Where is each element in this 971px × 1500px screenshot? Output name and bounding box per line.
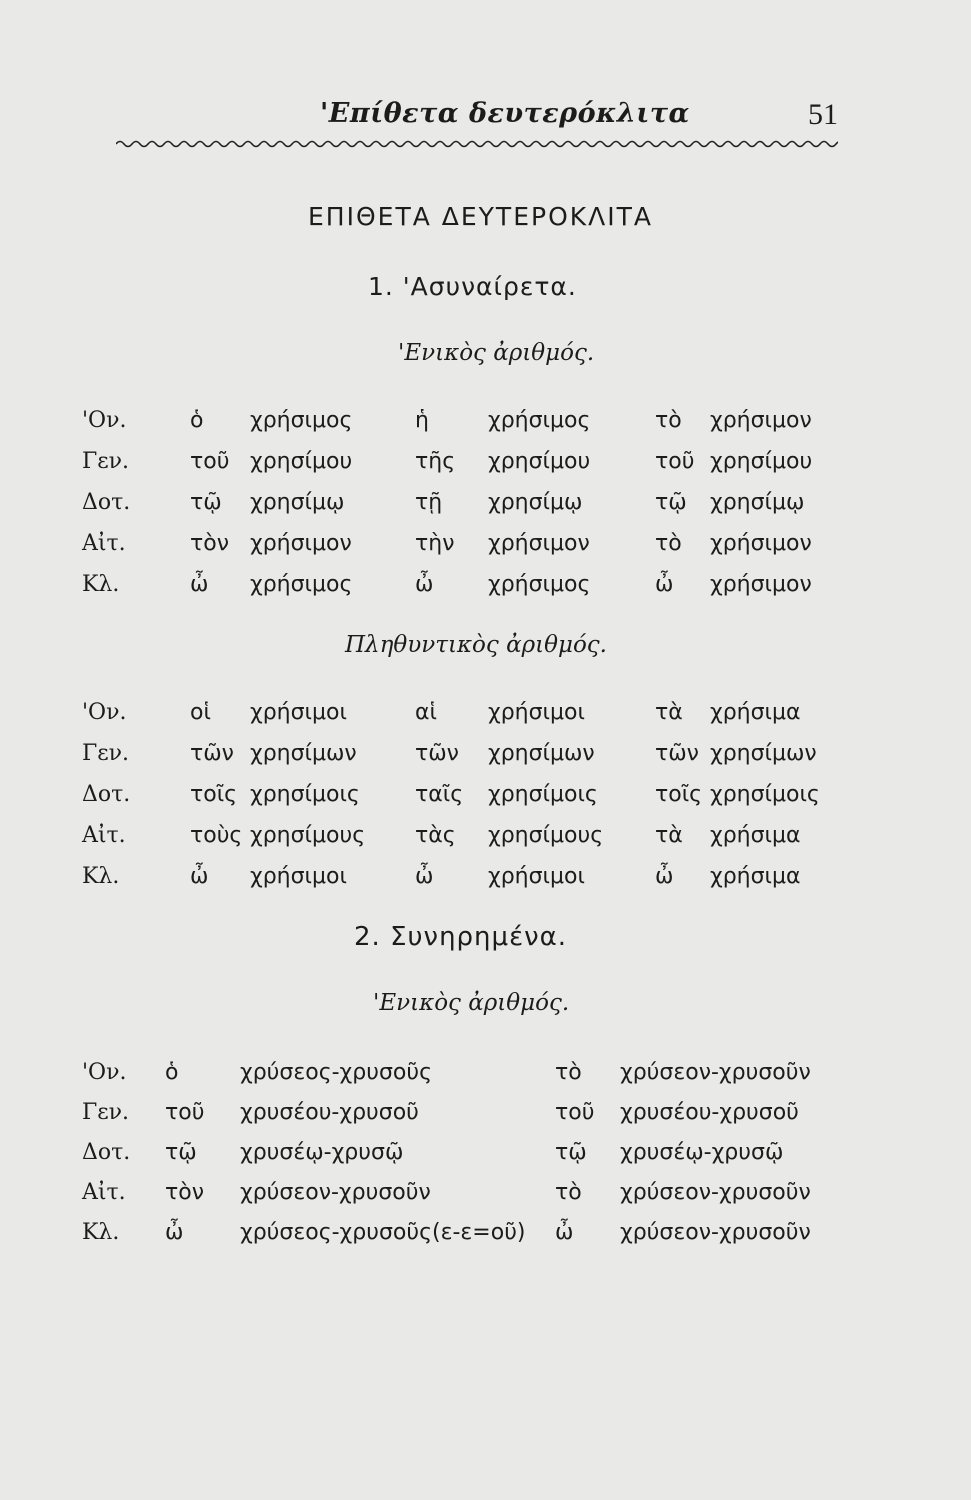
word-form: χρησίμου <box>250 449 353 474</box>
article: τοῦ <box>655 449 695 474</box>
word-form: χρυσέου-χρυσοῦ <box>620 1100 799 1125</box>
article: τὸ <box>555 1060 582 1085</box>
word-form: χρησίμοις <box>488 782 598 807</box>
word-form: χρύσεον-χρυσοῦν <box>620 1220 811 1245</box>
word-form: χρήσιμοι <box>488 864 585 889</box>
section1-plural-heading: Πληθυντικὸς ἀριθμός. <box>345 632 607 658</box>
article: ὁ <box>190 408 204 433</box>
word-form: χρήσιμοι <box>250 864 347 889</box>
word-form: χρησίμων <box>710 741 817 766</box>
word-form: χρήσιμον <box>250 531 352 556</box>
case-label: Κλ. <box>82 864 120 889</box>
case-label: 'Ον. <box>82 408 127 433</box>
article: τοῦ <box>165 1100 205 1125</box>
word-form: χρησίμους <box>488 823 604 848</box>
word-form: χρησίμῳ <box>250 490 345 515</box>
section1-singular-heading: 'Ενικὸς ἀριθμός. <box>398 340 595 366</box>
wavy-rule <box>116 138 838 150</box>
word-form: χρύσεον-χρυσοῦν <box>620 1060 811 1085</box>
case-label: Αἰτ. <box>82 1180 126 1205</box>
article: τῶν <box>190 741 234 766</box>
article: τὸ <box>655 408 682 433</box>
article: τὰς <box>415 823 456 848</box>
article: τοῦ <box>190 449 230 474</box>
case-label: Δοτ. <box>82 490 131 515</box>
word-form: χρήσιμον <box>710 572 812 597</box>
article: ὦ <box>190 572 209 597</box>
word-form: χρυσέου-χρυσοῦ <box>240 1100 419 1125</box>
case-label: Κλ. <box>82 1220 120 1245</box>
section2-singular-heading: 'Ενικὸς ἀριθμός. <box>373 990 570 1016</box>
word-form: χρησίμῳ <box>710 490 805 515</box>
word-form: χρήσιμα <box>710 700 801 725</box>
word-form: χρήσιμος <box>488 572 591 597</box>
case-label: Κλ. <box>82 572 120 597</box>
article: τὰ <box>655 823 683 848</box>
article: τοῖς <box>190 782 238 807</box>
word-form: χρήσιμος <box>250 572 353 597</box>
word-form: χρήσιμος <box>488 408 591 433</box>
word-form: χρησίμου <box>488 449 591 474</box>
word-form: χρύσεον-χρυσοῦν <box>240 1180 431 1205</box>
section1-heading: 1. 'Ασυναίρετα. <box>368 272 577 301</box>
article: τῷ <box>190 490 222 515</box>
case-label: Αἰτ. <box>82 823 126 848</box>
word-form: χρήσιμον <box>488 531 590 556</box>
article: τῆς <box>415 449 456 474</box>
article: τοῦ <box>555 1100 595 1125</box>
article: τῇ <box>415 490 443 515</box>
article: ὁ <box>165 1060 179 1085</box>
word-form: χρύσεος-χρυσοῦς(ε-ε=οῦ) <box>240 1220 526 1245</box>
word-form: χρησίμῳ <box>488 490 583 515</box>
case-label: Γεν. <box>82 1100 130 1125</box>
word-form: χρήσιμοι <box>250 700 347 725</box>
article: τῶν <box>655 741 699 766</box>
case-label: Δοτ. <box>82 782 131 807</box>
word-form: χρησίμων <box>250 741 357 766</box>
article: ἡ <box>415 408 429 433</box>
article: ταῖς <box>415 782 464 807</box>
word-form: χρήσιμον <box>710 531 812 556</box>
article: ὦ <box>415 864 434 889</box>
article: αἱ <box>415 700 437 725</box>
word-form: χρησίμους <box>250 823 366 848</box>
article: τῷ <box>555 1140 587 1165</box>
word-form: χρήσιμοι <box>488 700 585 725</box>
word-form: χρύσεος-χρυσοῦς <box>240 1060 432 1085</box>
word-form: χρυσέῳ-χρυσῷ <box>620 1140 784 1165</box>
article: τὸν <box>190 531 229 556</box>
page-number: 51 <box>808 98 838 131</box>
case-label: Γεν. <box>82 741 130 766</box>
word-form: χρησίμων <box>488 741 595 766</box>
case-label: 'Ον. <box>82 1060 127 1085</box>
article: τὸν <box>165 1180 204 1205</box>
article: ὦ <box>655 572 674 597</box>
article: ὦ <box>415 572 434 597</box>
case-label: Γεν. <box>82 449 130 474</box>
article: ὦ <box>655 864 674 889</box>
word-form: χρυσέῳ-χρυσῷ <box>240 1140 404 1165</box>
word-form: χρύσεον-χρυσοῦν <box>620 1180 811 1205</box>
case-label: 'Ον. <box>82 700 127 725</box>
article: τὴν <box>415 531 455 556</box>
article: τὸ <box>655 531 682 556</box>
article: ὦ <box>165 1220 184 1245</box>
article: οἱ <box>190 700 211 725</box>
word-form: χρήσιμα <box>710 823 801 848</box>
article: ὦ <box>190 864 209 889</box>
article: τῷ <box>655 490 687 515</box>
word-form: χρήσιμα <box>710 864 801 889</box>
word-form: χρησίμοις <box>710 782 820 807</box>
word-form: χρησίμοις <box>250 782 360 807</box>
word-form: χρήσιμος <box>250 408 353 433</box>
article: τοὺς <box>190 823 243 848</box>
article: τῶν <box>415 741 459 766</box>
article: τῷ <box>165 1140 197 1165</box>
case-label: Δοτ. <box>82 1140 131 1165</box>
word-form: χρήσιμον <box>710 408 812 433</box>
article: τὰ <box>655 700 683 725</box>
running-title: 'Επίθετα δευτερόκλιτα <box>320 98 690 129</box>
article: τοῖς <box>655 782 703 807</box>
article: τὸ <box>555 1180 582 1205</box>
page-title: ΕΠΙΘΕΤΑ ΔΕΥΤΕΡΟΚΛΙΤΑ <box>308 202 653 231</box>
case-label: Αἰτ. <box>82 531 126 556</box>
word-form: χρησίμου <box>710 449 813 474</box>
article: ὦ <box>555 1220 574 1245</box>
section2-heading: 2. Συνηρημένα. <box>354 922 568 952</box>
